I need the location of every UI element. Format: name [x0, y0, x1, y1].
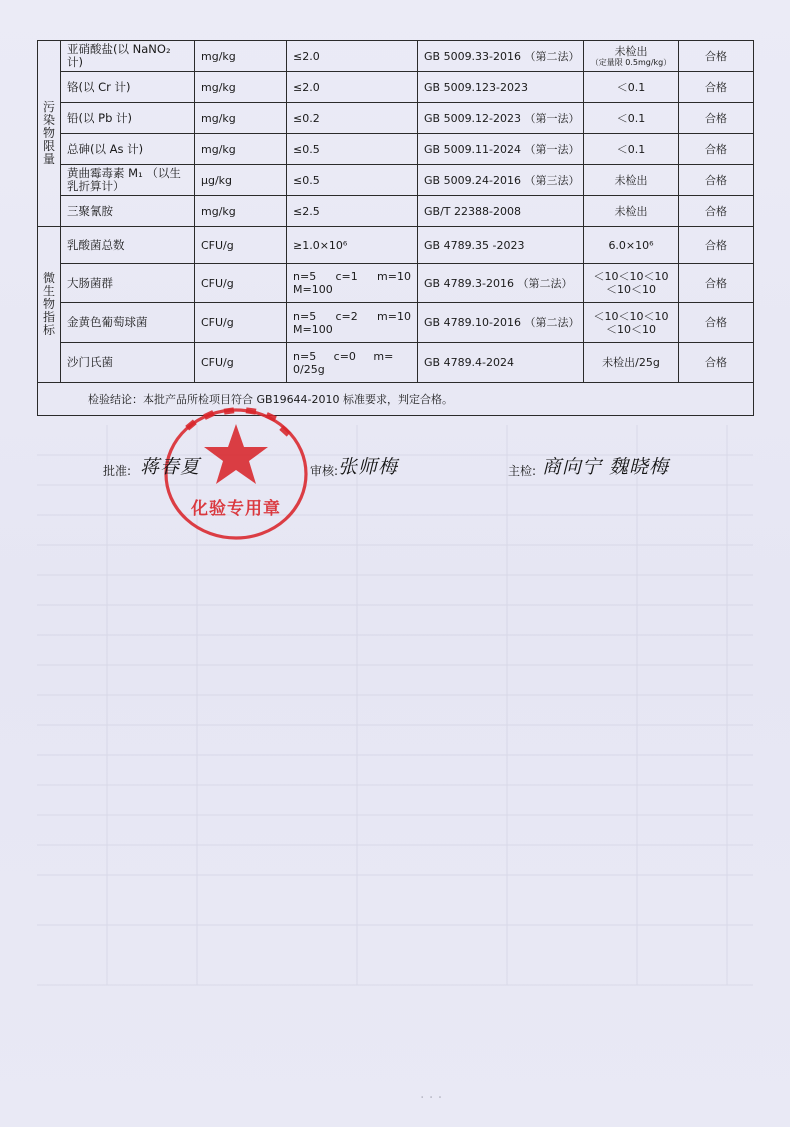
result-cell	[584, 264, 679, 303]
method-cell: GB 5009.33-2016 （第二法）	[418, 41, 584, 72]
limit-c: c=0	[333, 349, 356, 363]
result-line-1: ＜10＜10＜10	[593, 270, 669, 283]
judgement-cell: 合格	[679, 103, 754, 134]
method-cell: GB 4789.10-2016 （第二法）	[418, 303, 584, 343]
method-cell: GB 4789.4-2024	[418, 343, 584, 383]
unit-cell: CFU/g	[195, 343, 287, 383]
judgement-cell: 合格	[679, 303, 754, 343]
judgement-cell: 合格	[679, 264, 754, 303]
limit-n: n=5	[293, 349, 317, 363]
result-line-1: ＜10＜10＜10	[593, 309, 669, 323]
item-cell	[61, 165, 195, 196]
conclusion-row	[38, 383, 754, 416]
result-cell: 未检出	[584, 165, 679, 196]
result-cell: 未检出	[584, 196, 679, 227]
limit-cell	[287, 303, 418, 343]
result-cell: 6.0×10⁶	[584, 227, 679, 264]
limit-cell: ≥1.0×10⁶	[287, 227, 418, 264]
item-cell: 亚硝酸盐(以 NaNO₂ 计)	[61, 41, 195, 72]
limit-n: n=5	[293, 270, 317, 283]
chief-inspector-label: 主检:	[508, 464, 537, 478]
result-line-2: ＜10＜10	[606, 322, 656, 336]
item-cell: 大肠菌群	[61, 264, 195, 303]
table-row	[38, 134, 754, 165]
limit-m: m= 0/25g	[293, 349, 394, 376]
table-row	[38, 41, 754, 72]
limit-M: M=100	[293, 283, 333, 296]
result-cell	[584, 303, 679, 343]
method-cell: GB 5009.11-2024 （第一法）	[418, 134, 584, 165]
show-through-grid	[37, 425, 753, 1025]
table-row	[38, 227, 754, 264]
item-cell: 铬(以 Cr 计)	[61, 72, 195, 103]
seal-text: 化验专用章	[191, 499, 281, 519]
limit-c: c=2	[335, 309, 358, 323]
unit-cell: mg/kg	[195, 196, 287, 227]
table-row	[38, 303, 754, 343]
method-cell: GB 4789.3-2016 （第二法）	[418, 264, 584, 303]
unit-cell: μg/kg	[195, 165, 287, 196]
method-cell: GB 5009.12-2023 （第一法）	[418, 103, 584, 134]
item-cell: 铅(以 Pb 计)	[61, 103, 195, 134]
method-cell: GB/T 22388-2008	[418, 196, 584, 227]
page-stain: · · ·	[420, 1090, 443, 1106]
limit-c: c=1	[335, 270, 358, 283]
conclusion-text: 检验结论：本批产品所检项目符合 GB19644-2010 标准要求，判定合格。	[38, 383, 754, 416]
review-signature: 张师梅	[338, 456, 399, 478]
table-row	[38, 264, 754, 303]
result-cell: 未检出/25g	[584, 343, 679, 383]
limit-cell: ≤0.5	[287, 134, 418, 165]
unit-cell: mg/kg	[195, 41, 287, 72]
limit-cell: ≤0.5	[287, 165, 418, 196]
judgement-cell: 合格	[679, 165, 754, 196]
table-row	[38, 72, 754, 103]
unit-cell: CFU/g	[195, 303, 287, 343]
unit-cell: CFU/g	[195, 264, 287, 303]
table-row	[38, 196, 754, 227]
limit-n: n=5	[293, 309, 317, 323]
result-note: （定量限 0.5mg/kg）	[590, 57, 672, 67]
table-row	[38, 165, 754, 196]
review-label: 审核:	[310, 464, 339, 478]
method-cell: GB 5009.123-2023	[418, 72, 584, 103]
unit-cell: mg/kg	[195, 103, 287, 134]
inspection-results-table	[37, 40, 754, 416]
judgement-cell: 合格	[679, 196, 754, 227]
limit-m: m=10	[377, 309, 411, 323]
limit-cell	[287, 343, 418, 383]
result-cell: ＜0.1	[584, 103, 679, 134]
judgement-cell: 合格	[679, 41, 754, 72]
item-cell: 三聚氰胺	[61, 196, 195, 227]
unit-cell: CFU/g	[195, 227, 287, 264]
item-cell: 沙门氏菌	[61, 343, 195, 383]
judgement-cell: 合格	[679, 227, 754, 264]
limit-cell: ≤0.2	[287, 103, 418, 134]
limit-cell: ≤2.0	[287, 72, 418, 103]
judgement-cell: 合格	[679, 134, 754, 165]
table-row	[38, 343, 754, 383]
limit-M: M=100	[293, 322, 333, 336]
item-cell: 金黄色葡萄球菌	[61, 303, 195, 343]
category-microbial-indicators: 微 生 物 指 标	[38, 227, 61, 383]
unit-cell: mg/kg	[195, 134, 287, 165]
unit-cell: mg/kg	[195, 72, 287, 103]
item-line-2: 乳折算计）	[67, 179, 125, 193]
item-cell: 总砷(以 As 计)	[61, 134, 195, 165]
item-line-1: 黄曲霉毒素 M₁ （以生	[67, 166, 181, 180]
method-cell: GB 4789.35 -2023	[418, 227, 584, 264]
result-value: 未检出	[614, 44, 648, 58]
result-line-2: ＜10＜10	[606, 283, 656, 296]
seal-star-icon	[204, 424, 268, 484]
category-contaminant-limits: 污 染 物 限 量	[38, 41, 61, 227]
limit-cell: ≤2.0	[287, 41, 418, 72]
table-row	[38, 103, 754, 134]
chief-inspector-signatures: 商向宁 魏晓梅	[542, 456, 670, 478]
result-cell	[584, 41, 679, 72]
limit-cell: ≤2.5	[287, 196, 418, 227]
judgement-cell: 合格	[679, 72, 754, 103]
approve-signature: 蒋春夏	[140, 456, 201, 478]
result-cell: ＜0.1	[584, 134, 679, 165]
limit-cell	[287, 264, 418, 303]
result-cell: ＜0.1	[584, 72, 679, 103]
method-cell: GB 5009.24-2016 （第三法）	[418, 165, 584, 196]
judgement-cell: 合格	[679, 343, 754, 383]
limit-m: m=10	[377, 270, 411, 283]
item-cell: 乳酸菌总数	[61, 227, 195, 264]
approve-label: 批准:	[103, 464, 132, 478]
